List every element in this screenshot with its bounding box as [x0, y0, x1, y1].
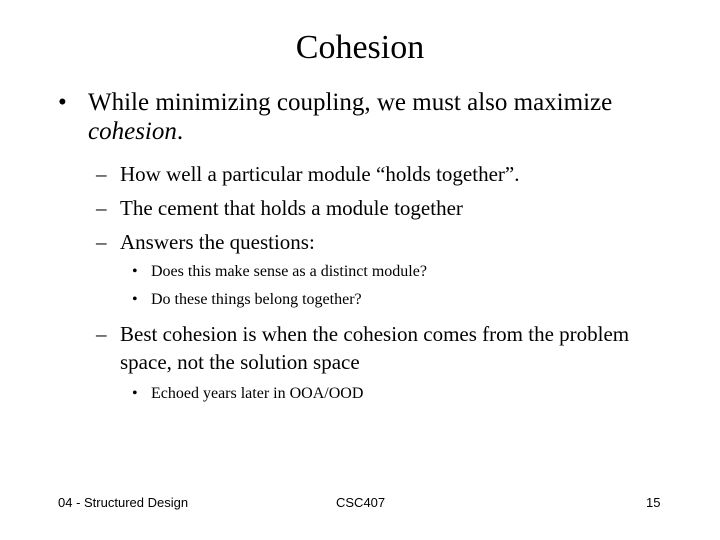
bullet-marker: • — [132, 385, 138, 402]
question-text: Does this make sense as a distinct module? — [151, 263, 427, 280]
note-text: Echoed years later in OOA/OOD — [151, 385, 364, 402]
sub-bullet-text: The cement that holds a module together — [120, 196, 463, 220]
bullet-marker: • — [132, 291, 138, 308]
sub-bullet-text: Best cohesion is when the cohesion comes from the problem space, not the solution space — [120, 322, 630, 374]
bullet-main — [58, 88, 658, 146]
note-echoed — [132, 383, 632, 405]
bullet-marker: • — [132, 263, 138, 280]
dash-marker: – — [96, 196, 107, 220]
slide-title: Cohesion — [295, 29, 425, 66]
question-text: Do these things belong together? — [151, 291, 362, 308]
sub-bullet-holds-together — [96, 160, 656, 188]
question-distinct-module — [132, 261, 632, 283]
bullet-marker: • — [58, 89, 67, 116]
bullet-main-text — [88, 88, 658, 146]
sub-bullet-text: Answers the questions: — [120, 230, 315, 254]
dash-marker: – — [96, 230, 107, 254]
footer-course-code: CSC407 — [336, 495, 386, 510]
bullet-main-text-start: While minimizing coupling, we must also maximize — [88, 89, 613, 116]
sub-bullet-cement — [96, 194, 656, 222]
question-belong-together — [132, 289, 632, 311]
dash-marker: – — [96, 162, 107, 186]
bullet-main-text-italic: cohesion — [88, 118, 177, 145]
footer-page-number: 15 — [646, 495, 661, 510]
sub-bullet-text: How well a particular module “holds together”. — [120, 162, 520, 186]
dash-marker: – — [96, 322, 107, 346]
sub-bullet-answers — [96, 228, 656, 256]
sub-bullet-best-cohesion — [96, 320, 636, 376]
bullet-main-text-end: . — [176, 118, 184, 145]
footer-section-title: 04 - Structured Design — [58, 495, 189, 510]
